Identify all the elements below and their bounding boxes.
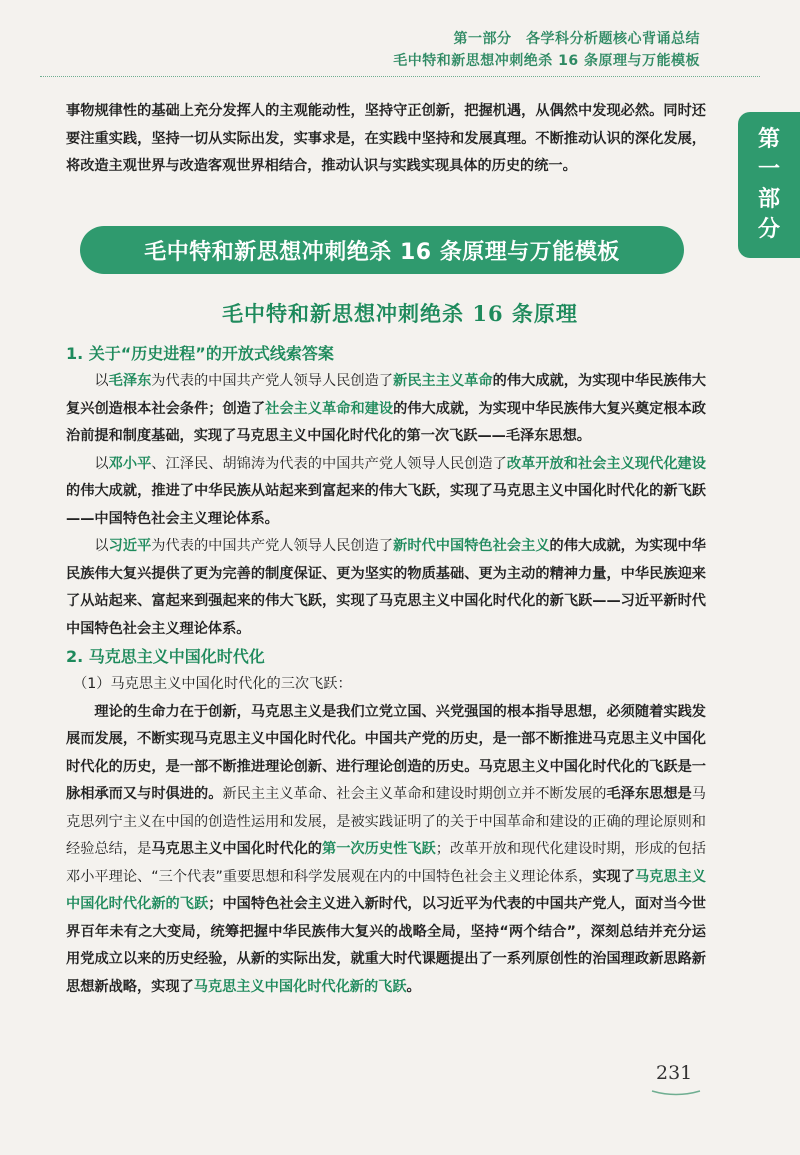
text-run: 以 bbox=[94, 538, 109, 554]
text-run: 毛泽东思想是 bbox=[606, 786, 692, 802]
highlight-run: 马克思主义中国化时代化新的飞跃 bbox=[193, 978, 407, 995]
text-run: ；中国特色社会主义进入新时代，以习近平为代表的中国共产党人，面对当今世界百年未有之大变局，统筹把握中华民族伟大复兴的战略全局，坚持“两个结合”，深刻总结并充分运用党成立以来的历史经验，从新的实际出发，就重大时代课题提出了一系列原创性的治国理政新思路新思想新战略，实现了 bbox=[66, 896, 706, 995]
heading-historical-process: 1. 关于“历史进程”的开放式线索答案 bbox=[66, 344, 334, 363]
running-header bbox=[393, 28, 700, 72]
text-run: 以 bbox=[94, 455, 109, 472]
text-run: 以 bbox=[94, 373, 109, 389]
text-run: 马克思主义中国化时代化的 bbox=[151, 841, 322, 857]
side-tab-char: 部 bbox=[757, 187, 780, 212]
highlight-run: 毛泽东 bbox=[108, 373, 152, 389]
side-tab-char: 第 bbox=[757, 127, 780, 152]
text-run: 为代表的中国共产党人领导人民创造了 bbox=[151, 538, 394, 554]
text-run: ； bbox=[435, 841, 450, 857]
side-tab-char: 一 bbox=[757, 157, 780, 182]
text-run: 实现了 bbox=[592, 868, 635, 885]
subheading-three-leaps: （1）马克思主义中国化时代化的三次飞跃： bbox=[73, 676, 352, 692]
text-run: 为代表的中国共产党人领导人民创造了 bbox=[151, 373, 394, 389]
highlight-run: 改革开放和社会主义现代化建设 bbox=[506, 455, 706, 472]
intro-block bbox=[66, 98, 706, 181]
text-run: 的伟大成就，为实现中华民族伟大复兴提供了更为完善的制度保证、更为坚实的物质基础、更为主动的精神力量，中华民族迎来了从站起来、富起来到强起来的伟大飞跃，实现了马克思主义中国化时代化的新飞跃——习近平新时代中国特色社会主义理论体系。 bbox=[66, 538, 706, 637]
highlight-run: 马克思主义中国化时代化新的飞跃 bbox=[66, 868, 706, 912]
part-side-tab bbox=[738, 112, 800, 258]
text-run: 的伟大成就，为实现中华民族伟大复兴创造根本社会条件；创造了 bbox=[66, 373, 706, 417]
paragraph-mao bbox=[66, 368, 706, 451]
highlight-run: 邓小平 bbox=[108, 455, 152, 472]
heading-sinicization: 2. 马克思主义中国化时代化 bbox=[66, 647, 265, 666]
paragraph-xi bbox=[66, 533, 706, 643]
header-divider bbox=[40, 76, 760, 77]
paragraph-three-leaps bbox=[66, 699, 706, 1002]
highlight-run: 新时代中国特色社会主义 bbox=[393, 538, 550, 554]
highlight-run: 习近平 bbox=[108, 538, 152, 554]
page-number: 231 bbox=[656, 1062, 693, 1084]
section-banner: 毛中特和新思想冲刺绝杀 16 条原理与万能模板 bbox=[80, 226, 684, 274]
side-tab-char: 分 bbox=[757, 217, 780, 242]
page-number-swoosh bbox=[650, 1088, 702, 1098]
paragraph-deng bbox=[66, 451, 706, 534]
highlight-run: 社会主义革命和建设 bbox=[265, 400, 394, 417]
text-run: 。 bbox=[406, 978, 421, 995]
intro-paragraph: 事物规律性的基础上充分发挥人的主观能动性，坚持守正创新，把握机遇，从偶然中发现必然。同时还要注重实践，坚持一切从实际出发，实事求是，在实践中坚持和发展真理。不断推动认识的深化发展，将改造主观世界与改造客观世界相结合，推动认识与实践实现具体的历史的统一。 bbox=[66, 103, 706, 174]
text-run: 的伟大成就，推进了中华民族从站起来到富起来的伟大飞跃，实现了马克思主义中国化时代化的新飞跃——中国特色社会主义理论体系。 bbox=[66, 483, 706, 527]
header-chapter-title: 毛中特和新思想冲刺绝杀 16 条原理与万能模板 bbox=[393, 53, 700, 69]
text-run: 马克思列宁主义在中国的创造性运用和发展，是被实践证明了的关于中国革命和建设的正确的理论原则和经验总结，是 bbox=[66, 786, 706, 857]
text-run: 、江泽民、胡锦涛为代表的中国共产党人领导人民创造了 bbox=[151, 455, 507, 472]
highlight-run: 新民主主义革命 bbox=[393, 373, 493, 389]
main-content bbox=[66, 340, 706, 1001]
text-run: 理论的生命力在于创新，马克思主义是我们立党立国、兴党强国的根本指导思想，必须随着实践发展而发展，不断实现马克思主义中国化时代化。中国共产党的历史，是一部不断推进马克思主义中国化时代化的历史，是一部不断推进理论创新、进行理论创造的历史。马克思主义中国化时代化的飞跃是一脉相承而又与时俱进的。 bbox=[66, 703, 706, 802]
text-run: 改革开放和现代化建设时期，形成的包括邓小平理论、“三个代表”重要思想和科学发展观在内的中国特色社会主义理论体系， bbox=[66, 841, 706, 885]
text-run: 的伟大成就，为实现中华民族伟大复兴奠定根本政治前提和制度基础，实现了马克思主义中国化时代化的第一次飞跃——毛泽东思想。 bbox=[66, 400, 706, 444]
text-run: 新民主主义革命、社会主义革命和建设时期创立并不断发展的 bbox=[222, 786, 607, 802]
header-part-title: 第一部分 各学科分析题核心背诵总结 bbox=[453, 31, 700, 47]
section-subtitle: 毛中特和新思想冲刺绝杀 16 条原理 bbox=[222, 301, 578, 326]
highlight-run: 第一次历史性飞跃 bbox=[321, 841, 436, 857]
